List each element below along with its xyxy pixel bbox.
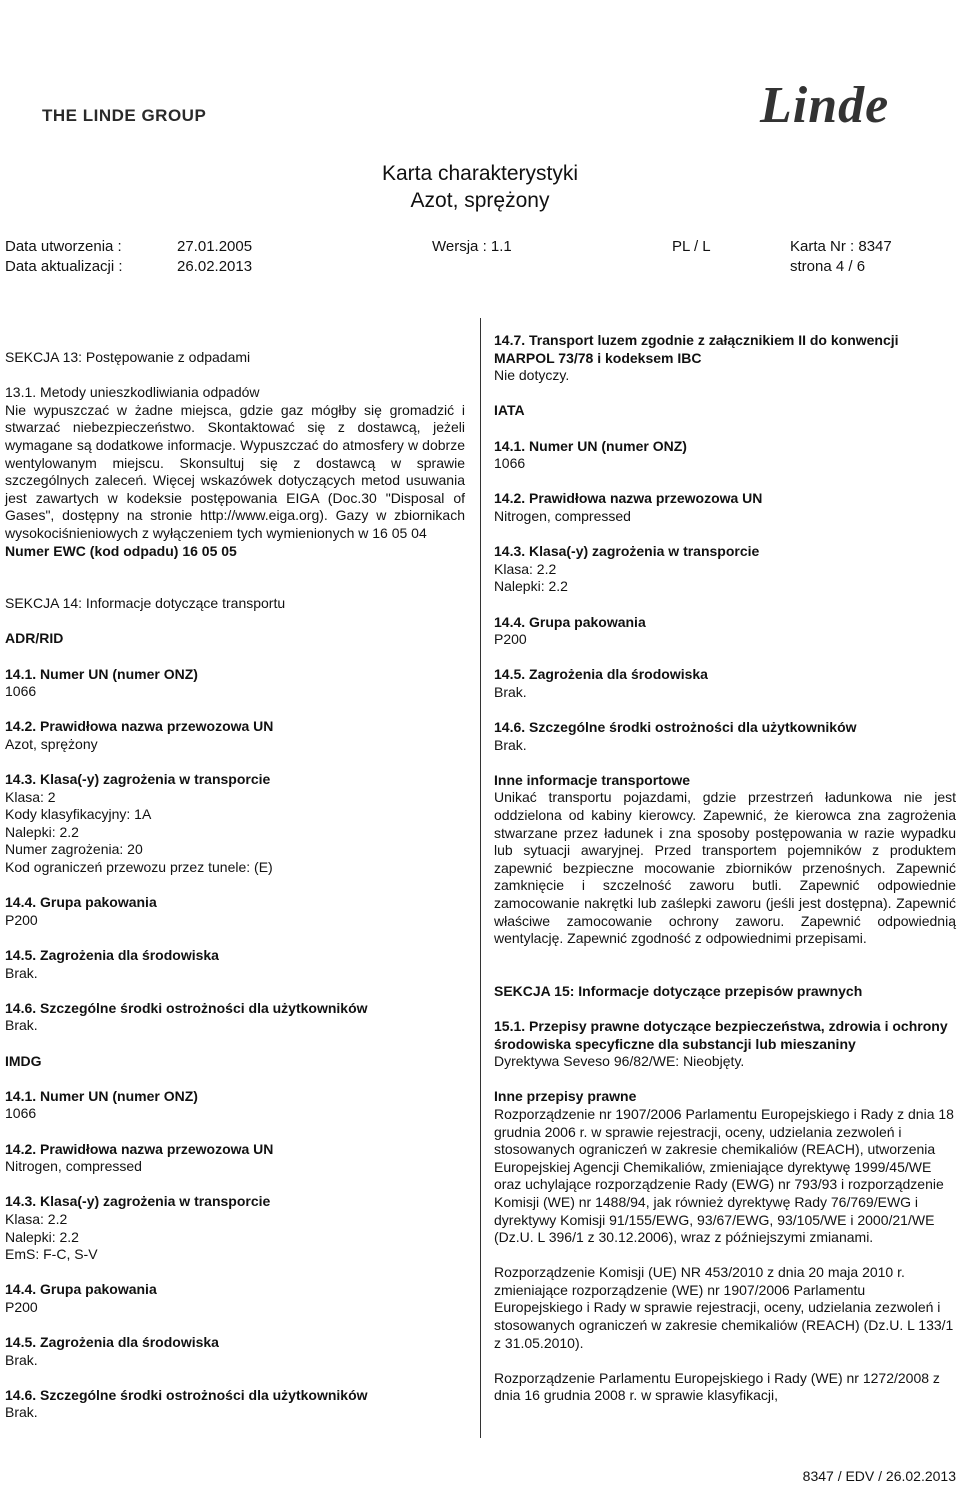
law-paragraph: Rozporządzenie Parlamentu Europejskiego i Rady (WE) nr 1272/2008 z dnia 16 grudnia 2008 r. w sprawie klasyfikacji, (494, 1369, 940, 1404)
iata-class-heading: 14.3. Klasa(-y) zagrożenia w transporcie (494, 543, 760, 560)
document-title: Karta charakterystyki (381, 162, 579, 185)
other-transport-text: Unikać transportu pojazdami, gdzie przestrzeń ładunkowa nie jest oddzielona od kabiny kierowcy. Zapewnić, że kierowca zna zagrożenia stwarzane przez ładunek i zna sposoby postępowania w razie wypadku lub sytuacji awaryjnej. Przed transportem pojemników z produktem zapewnić bezpieczne mocowanie zbiorników przenośnych. Zapewnić zamknięcie i szczelność zaworu butli. Zapewnić odpowiednie zamocowanie nakrętki lub zaślepki zaworu (jeśli jest dostępna). Zapewnić właściwe zamocowanie ochrony zaworu. Zapewnić odpowiednią wentylację. Zapewnić zgodność z odpowiednimi przepisami. (494, 789, 956, 947)
adr-class-line: Numer zagrożenia: 20 (5, 841, 143, 858)
adr-name-heading: 14.2. Prawidłowa nazwa przewozowa UN (5, 718, 274, 735)
product-name: Azot, sprężony (410, 189, 550, 212)
adr-heading: ADR/RID (5, 630, 64, 647)
iata-env-value: Brak. (494, 683, 527, 700)
section-13-title: SEKCJA 13: Postępowanie z odpadami (5, 349, 251, 365)
iata-class-line: Klasa: 2.2 (494, 560, 557, 577)
section-15-1-heading: 15.1. Przepisy prawne dotyczące bezpieczeństwa, zdrowia i ochrony środowiska specyficzne dla substancji lub mieszaniny (494, 1017, 948, 1052)
page-number: strona 4 / 6 (790, 258, 866, 275)
iata-heading: IATA (494, 402, 525, 419)
adr-name-value: Azot, sprężony (5, 735, 98, 752)
linde-group-logo: THE LINDE GROUP (42, 106, 207, 125)
imdg-prec-value: Brak. (5, 1404, 38, 1421)
imdg-env-value: Brak. (5, 1351, 38, 1368)
right-column (494, 332, 956, 1405)
imdg-class-line: Klasa: 2.2 (5, 1210, 68, 1227)
imdg-pack-value: P200 (5, 1298, 38, 1315)
iata-prec-value: Brak. (494, 736, 527, 753)
imdg-env-heading: 14.5. Zagrożenia dla środowiska (5, 1334, 219, 1351)
country-code: PL / L (672, 238, 711, 255)
updated-label: Data aktualizacji : (5, 258, 123, 275)
updated-value: 26.02.2013 (177, 258, 253, 275)
adr-class-line: Klasa: 2 (5, 788, 56, 805)
section-15-title: SEKCJA 15: Informacje dotyczące przepisów prawnych (494, 982, 863, 999)
iata-pack-value: P200 (494, 631, 527, 648)
imdg-un-value: 1066 (5, 1105, 37, 1122)
adr-env-heading: 14.5. Zagrożenia dla środowiska (5, 947, 219, 963)
adr-class-heading: 14.3. Klasa(-y) zagrożenia w transporcie (5, 771, 271, 788)
imdg-pack-heading: 14.4. Grupa pakowania (5, 1281, 157, 1298)
adr-class-line: Kody klasyfikacyjny: 1A (5, 806, 152, 823)
section-15-1-text: Dyrektywa Seveso 96/82/WE: Nieobjęty. (494, 1053, 745, 1070)
adr-pack-value: P200 (5, 911, 38, 928)
law-paragraph: Rozporządzenie nr 1907/2006 Parlamentu Europejskiego i Rady z dnia 18 grudnia 2006 r. w sprawie rejestracji, oceny, udzielania zezwoleń i stosowanych ograniczeń w zakresie chemikaliów (REACH), utworzenia Europejskiej Agencji Chemikaliów, zmieniające dyrektywę 1999/45/WE oraz uchylające rozporządzenie Rady (EWG) nr 793/93 i rozporządzenie Komisji (WE) nr 1488/94, jak również dyrektywę Rady 76/769/EWG i dyrektywy Komisji 91/155/EWG, 93/67/EWG, 93/105/WE i 2000/21/WE (Dz.U. L 396/1 z 30.12.2006), wraz z późniejszymi zmianami. (494, 1105, 954, 1246)
imdg-un-heading: 14.1. Numer UN (numer ONZ) (5, 1087, 198, 1104)
adr-un-heading: 14.1. Numer UN (numer ONZ) (5, 665, 198, 682)
imdg-name-value: Nitrogen, compressed (5, 1158, 142, 1175)
iata-un-heading: 14.1. Numer UN (numer ONZ) (494, 437, 687, 454)
iata-un-value: 1066 (494, 455, 526, 472)
linde-logo: Linde (760, 77, 890, 134)
page-footer: 8347 / EDV / 26.02.2013 (802, 1468, 956, 1484)
adr-prec-value: Brak. (5, 1017, 38, 1034)
iata-env-heading: 14.5. Zagrożenia dla środowiska (494, 666, 708, 683)
adr-class-line: Nalepki: 2.2 (5, 823, 79, 840)
created-label: Data utworzenia : (5, 238, 122, 255)
marpol-heading: 14.7. Transport luzem zgodnie z załącznikiem II do konwencji MARPOL 73/78 i kodeksem IBC (494, 332, 899, 366)
iata-prec-heading: 14.6. Szczególne środki ostrożności dla użytkowników (494, 719, 857, 736)
other-transport-heading: Inne informacje transportowe (494, 771, 691, 788)
adr-un-value: 1066 (5, 683, 37, 700)
adr-pack-heading: 14.4. Grupa pakowania (5, 894, 157, 911)
ewc-code: Numer EWC (kod odpadu) 16 05 05 (5, 542, 237, 559)
other-law-heading: Inne przepisy prawne (494, 1088, 637, 1105)
imdg-prec-heading: 14.6. Szczególne środki ostrożności dla użytkowników (5, 1386, 368, 1403)
imdg-class-line: EmS: F-C, S-V (5, 1246, 98, 1263)
section-13-1-text: Nie wypuszczać w żadne miejsca, gdzie gaz mógłby się gromadzić i stwarzać niebezpieczeństwo. Skontaktować się z dostawcą, jeżeli wymagane są dodatkowe informacje. Wypuszczać do atmosfery w dobrze wentylowanym miejscu. Skonsultuj się z dostawcą w sprawie szczególnych zaleceń. Więcej wskazówek dotyczących metod usuwania jest zawartych w kodeksie postępowania EIGA (Doc.30 "Disposal of Gases", dostępny na stronie http://www.eiga.org). Gazy w zbiornikach wysokociśnieniowych z wyłączeniem tych wymienionych w 16 05 04 (5, 401, 465, 541)
section-14-title: SEKCJA 14: Informacje dotyczące transportu (5, 595, 286, 612)
imdg-name-heading: 14.2. Prawidłowa nazwa przewozowa UN (5, 1140, 274, 1157)
created-value: 27.01.2005 (177, 238, 253, 255)
iata-class-line: Nalepki: 2.2 (494, 578, 568, 595)
adr-class-line: Kod ograniczeń przewozu przez tunele: (E) (5, 859, 273, 876)
marpol-value: Nie dotyczy. (494, 367, 570, 384)
law-paragraph: Rozporządzenie Komisji (UE) NR 453/2010 z dnia 20 maja 2010 r. zmieniające rozporządzenie (WE) nr 1907/2006 Parlamentu Europejskiego i Rady w sprawie rejestracji, oceny, udzielania zezwoleń i stosowanych ograniczeń w zakresie chemikaliów (REACH) (Dz.U. L 133/1 z 31.05.2010). (494, 1264, 954, 1351)
iata-name-value: Nitrogen, compressed (494, 507, 631, 524)
imdg-class-line: Nalepki: 2.2 (5, 1228, 79, 1245)
adr-prec-heading: 14.6. Szczególne środki ostrożności dla użytkowników (5, 999, 368, 1016)
sheet-number: Karta Nr : 8347 (790, 238, 892, 255)
column-divider (480, 318, 481, 1438)
imdg-heading: IMDG (5, 1052, 42, 1069)
adr-env-value: Brak. (5, 964, 38, 981)
iata-name-heading: 14.2. Prawidłowa nazwa przewozowa UN (494, 490, 763, 507)
version: Wersja : 1.1 (432, 238, 512, 255)
left-column (5, 332, 465, 1422)
iata-pack-heading: 14.4. Grupa pakowania (494, 613, 646, 630)
section-13-1-heading: 13.1. Metody unieszkodliwiania odpadów (5, 384, 260, 401)
imdg-class-heading: 14.3. Klasa(-y) zagrożenia w transporcie (5, 1193, 271, 1210)
